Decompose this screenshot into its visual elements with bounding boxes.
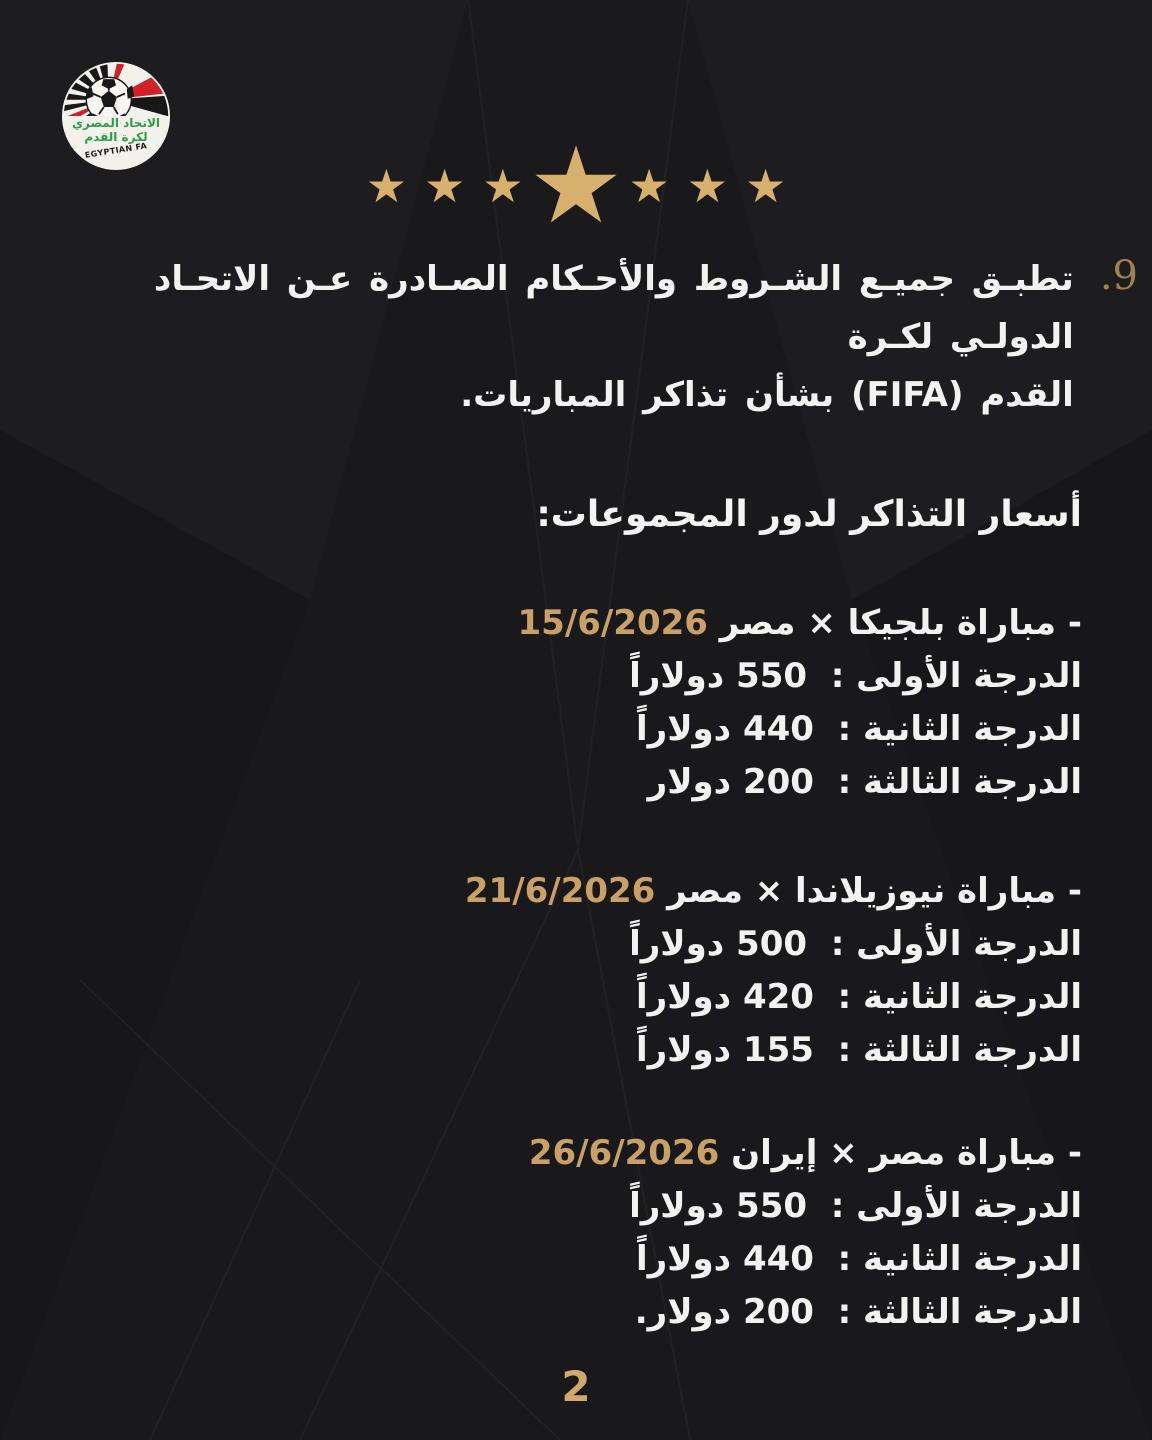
star-icon: ★	[423, 159, 466, 213]
price-line-third-class: الدرجة الثالثة : 200 دولار.	[634, 1292, 1082, 1332]
page-number: 2	[561, 1362, 591, 1411]
price-line-first-class: الدرجة الأولى : 500 دولاراً	[629, 924, 1082, 964]
star-icon: ★	[365, 159, 407, 213]
star-icon-large: ★	[528, 124, 624, 247]
match-date: 15/6/2026	[517, 603, 708, 643]
match-title-text: - مباراة نيوزيلاندا × مصر	[655, 871, 1082, 911]
clause-number: 9.	[1099, 253, 1138, 299]
match-block-new-zealand	[55, 865, 1082, 1077]
clause-line1: تطبـق جميـع الشـروط والأحـكام الصـادرة عـن الاتحـاد الدولـي لكـرة	[153, 259, 1074, 357]
match-title	[55, 865, 1082, 918]
match-title-text: - مباراة بلجيكا × مصر	[707, 603, 1082, 643]
clause-item-9	[55, 250, 1138, 424]
logo-arabic-name-line1: الاتحاد المصري	[72, 116, 160, 130]
price-line-second-class: الدرجة الثانية : 440 دولاراً	[636, 709, 1082, 749]
match-title	[55, 597, 1082, 650]
clause-line2: القدم (FIFA) بشأن تذاكر المباريات.	[460, 375, 1074, 415]
star-icon: ★	[686, 159, 729, 213]
match-date: 21/6/2026	[464, 871, 656, 911]
clause-text	[55, 250, 1074, 424]
price-line-first-class: الدرجة الأولى : 550 دولاراً	[629, 656, 1082, 696]
price-line-second-class: الدرجة الثانية : 440 دولاراً	[636, 1239, 1082, 1279]
match-title-text: - مباراة مصر × إيران	[719, 1133, 1082, 1173]
star-icon: ★	[482, 159, 524, 213]
price-line-first-class: الدرجة الأولى : 550 دولاراً	[629, 1186, 1082, 1226]
stars-decoration	[0, 124, 1152, 247]
price-line-second-class: الدرجة الثانية : 420 دولاراً	[636, 977, 1082, 1017]
price-line-third-class: الدرجة الثالثة : 200 دولار	[647, 762, 1082, 802]
logo-arabic-name-line2: لكرة القدم	[84, 130, 148, 144]
section-heading: أسعار التذاكر لدور المجموعات:	[536, 494, 1082, 535]
match-block-iran	[55, 1127, 1082, 1339]
match-block-belgium	[55, 597, 1082, 809]
star-icon: ★	[628, 159, 670, 213]
star-icon: ★	[745, 159, 787, 213]
match-title	[55, 1127, 1082, 1180]
content-area	[55, 250, 1138, 1339]
logo-english-name: EGYPTIAN FA	[84, 141, 148, 160]
price-line-third-class: الدرجة الثالثة : 155 دولاراً	[636, 1030, 1082, 1070]
match-date: 26/6/2026	[528, 1133, 720, 1173]
